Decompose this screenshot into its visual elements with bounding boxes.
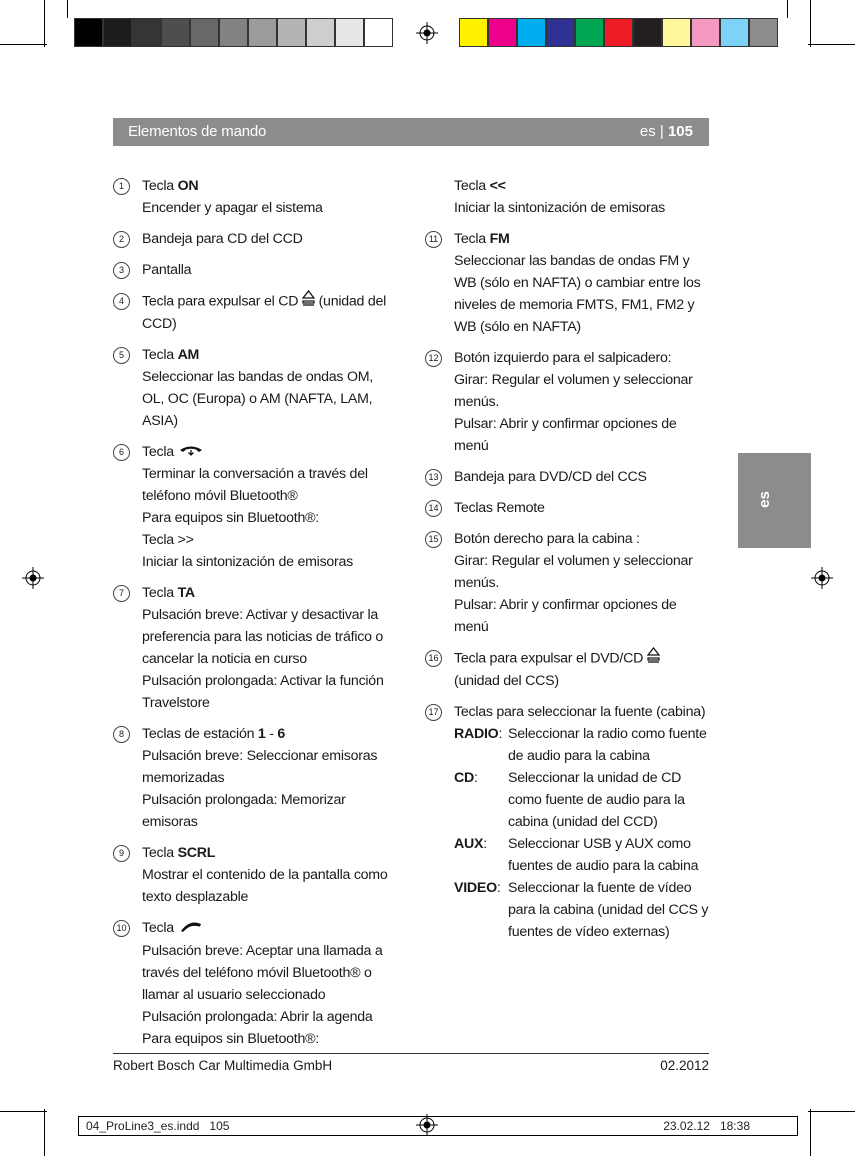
footer-date: 02.2012 — [660, 1058, 709, 1073]
item-number-badge: 16 — [425, 650, 442, 667]
heading-text: Tecla — [142, 585, 178, 602]
source-row — [454, 877, 709, 943]
item-heading — [142, 582, 395, 604]
list-item — [113, 259, 395, 281]
item-description: Encender y apagar el sistema — [142, 200, 323, 216]
gray-swatch — [161, 18, 190, 47]
list-item — [113, 344, 395, 432]
heading-text: Tecla — [142, 845, 178, 862]
heading-text: Tecla — [142, 920, 178, 937]
item-heading — [454, 497, 709, 519]
color-swatch — [488, 18, 517, 47]
key-label: ON — [177, 178, 199, 194]
source-row — [454, 723, 709, 767]
source-key-label: VIDEO — [454, 880, 497, 896]
source-description: Seleccionar la fuente de vídeo para la cabina (unidad del CCS y fuentes de vídeo externas) — [508, 880, 709, 940]
source-description: Seleccionar la radio como fuente de audio para la cabina — [508, 726, 707, 764]
source-key-label: CD — [454, 770, 474, 786]
key-label: AM — [177, 347, 200, 363]
item-description: Pulsar: Abrir y confirmar opciones de menú — [454, 597, 677, 635]
gray-swatch — [219, 18, 248, 47]
list-item — [113, 842, 395, 908]
color-swatch — [720, 18, 749, 47]
crop-mark — [808, 44, 855, 45]
item-description: Pulsación prolongada: Activar la función Travelstore — [142, 673, 384, 712]
crop-mark — [810, 0, 811, 47]
color-swatch — [749, 18, 778, 47]
item-description: Pulsación prolongada: Memorizar emisoras — [142, 792, 346, 831]
page-prefix: es | — [639, 123, 668, 140]
color-swatch — [604, 18, 633, 47]
source-key — [454, 723, 508, 767]
item-heading — [142, 917, 395, 939]
source-description: Seleccionar USB y AUX como fuentes de audio para la cabina — [508, 836, 699, 874]
eject-icon — [302, 290, 315, 313]
item-description: Iniciar la sintonización de emisoras — [454, 200, 666, 216]
heading-text: Bandeja para CD del CCD — [142, 231, 303, 247]
item-number-badge: 17 — [425, 704, 442, 721]
heading-text: Botón derecho para la cabina : — [454, 531, 640, 547]
heading-text: Pantalla — [142, 262, 192, 278]
left-column — [113, 175, 395, 1059]
list-item — [113, 917, 395, 1049]
item-number-badge: 10 — [113, 920, 130, 937]
gray-swatch — [190, 18, 219, 47]
item-heading — [142, 259, 395, 281]
list-item — [113, 290, 395, 335]
list-item — [425, 497, 709, 519]
footer-company: Robert Bosch Car Multimedia GmbH — [113, 1058, 333, 1073]
eject-icon — [647, 647, 660, 670]
key-label: 1 — [257, 726, 266, 743]
key-label: << — [489, 178, 506, 194]
gray-swatch — [74, 18, 103, 47]
color-swatch — [575, 18, 604, 47]
heading-text: Tecla — [142, 444, 178, 460]
print-slug — [78, 1116, 798, 1136]
key-label: TA — [177, 585, 195, 602]
gray-swatch — [103, 18, 132, 47]
item-heading — [454, 528, 709, 550]
heading-text: Tecla — [142, 178, 178, 194]
list-item — [425, 228, 709, 338]
item-number-badge: 6 — [113, 444, 130, 461]
list-item — [113, 441, 395, 573]
source-row — [454, 767, 709, 833]
item-description: Para equipos sin Bluetooth®: — [142, 1030, 319, 1047]
gray-swatch — [132, 18, 161, 47]
heading-text: Tecla — [454, 231, 490, 247]
registration-mark-icon — [811, 567, 833, 589]
list-item — [425, 466, 709, 488]
item-heading — [142, 842, 395, 864]
item-number-badge: 8 — [113, 726, 130, 743]
source-row — [454, 833, 709, 877]
item-heading — [142, 723, 395, 745]
item-heading — [142, 228, 395, 250]
heading-text: - — [265, 726, 278, 743]
item-description: Pulsar: Abrir y confirmar opciones de menú — [454, 416, 677, 454]
item-description: Seleccionar las bandas de ondas OM, OL, OC (Europa) o AM (NAFTA, LAM, ASIA) — [142, 369, 374, 429]
item-number-badge: 3 — [113, 262, 130, 279]
source-key — [454, 833, 508, 877]
list-item — [113, 175, 395, 219]
heading-text: Tecla — [142, 347, 178, 363]
source-key-label: RADIO — [454, 726, 499, 742]
color-swatch — [546, 18, 575, 47]
page-number — [640, 123, 693, 140]
item-number-badge: 2 — [113, 231, 130, 248]
list-item — [113, 582, 395, 714]
color-swatch — [691, 18, 720, 47]
gray-swatch — [306, 18, 335, 47]
slug-timestamp: 23.02.12 18:38 — [663, 1119, 750, 1133]
source-description: Seleccionar la unidad de CD como fuente de audio para la cabina (unidad del CCD) — [508, 770, 685, 830]
gray-swatch — [335, 18, 364, 47]
registration-mark-icon — [416, 22, 438, 44]
item-description: Iniciar la sintonización de emisoras — [142, 554, 354, 571]
page-header — [113, 118, 709, 146]
key-label: FM — [489, 231, 510, 247]
right-column — [425, 175, 709, 952]
source-key-label: AUX — [454, 836, 484, 852]
crop-mark — [44, 1109, 45, 1156]
item-number-badge: 14 — [425, 500, 442, 517]
item-heading — [454, 347, 709, 369]
item-number-badge: 4 — [113, 293, 130, 310]
item-description: Pulsación breve: Seleccionar emisoras memorizadas — [142, 748, 378, 787]
heading-text: Botón izquierdo para el salpicadero: — [454, 350, 672, 366]
heading-text: Teclas Remote — [454, 500, 545, 516]
crop-mark — [67, 0, 68, 18]
item-description: Tecla >> — [142, 532, 194, 549]
item-description: Girar: Regular el volumen y seleccionar menús. — [454, 372, 693, 410]
hangup-icon — [178, 441, 204, 463]
list-item — [425, 528, 709, 638]
item-number-badge: 7 — [113, 585, 130, 602]
heading-text: (unidad del CCD) — [142, 293, 387, 332]
item-description: Seleccionar las bandas de ondas FM y WB (sólo en NAFTA) o cambiar entre los niveles de memoria FMTS, FM1, FM2 y WB (sólo en NAFTA) — [454, 253, 701, 335]
source-separator: : — [483, 836, 487, 852]
list-item — [425, 347, 709, 457]
item-number-badge: 13 — [425, 469, 442, 486]
item-heading — [454, 647, 709, 692]
item-heading — [454, 175, 709, 197]
item-heading — [454, 466, 709, 488]
color-swatch — [459, 18, 488, 47]
list-item — [113, 228, 395, 250]
key-label: 6 — [277, 726, 286, 743]
item-description: Terminar la conversación a través del teléfono móvil Bluetooth® — [142, 466, 368, 505]
color-swatch — [662, 18, 691, 47]
crop-mark — [810, 1109, 811, 1156]
item-heading — [142, 344, 395, 366]
item-description: Para equipos sin Bluetooth®: — [142, 510, 319, 527]
item-number-badge: 11 — [425, 231, 442, 248]
heading-text: Teclas para seleccionar la fuente (cabina) — [454, 704, 706, 720]
source-separator: : — [498, 726, 503, 742]
item-heading — [454, 228, 709, 250]
item-description: Pulsación breve: Activar y desactivar la preferencia para las noticias de tráfico o cancelar la noticia en curso — [142, 607, 384, 668]
registration-mark-icon — [22, 567, 44, 589]
item-number-badge: 1 — [113, 178, 130, 195]
item-heading — [142, 290, 395, 335]
heading-text: Tecla para expulsar el CD — [142, 293, 302, 310]
crop-mark — [0, 44, 47, 45]
footer-divider — [113, 1053, 709, 1054]
heading-text: (unidad del CCS) — [454, 673, 559, 689]
gray-swatch — [277, 18, 306, 47]
item-description: Mostrar el contenido de la pantalla como texto desplazable — [142, 867, 388, 906]
crop-mark — [808, 1111, 855, 1112]
page-number-value: 105 — [667, 123, 693, 140]
item-number-badge: 12 — [425, 350, 442, 367]
crop-mark — [44, 0, 45, 47]
source-separator: : — [496, 880, 501, 896]
item-description: Girar: Regular el volumen y seleccionar menús. — [454, 553, 693, 591]
pickup-icon — [178, 918, 204, 940]
item-number-badge: 5 — [113, 347, 130, 364]
list-item — [113, 723, 395, 833]
list-item-continuation — [425, 175, 709, 219]
source-separator: : — [474, 770, 478, 786]
heading-text: Bandeja para DVD/CD del CCS — [454, 469, 647, 485]
item-heading — [142, 175, 395, 197]
language-tab — [738, 453, 811, 548]
color-swatch — [633, 18, 662, 47]
item-description: Pulsación breve: Aceptar una llamada a través del teléfono móvil Bluetooth® o llamar al usuario seleccionado — [142, 942, 383, 1003]
source-list — [425, 723, 709, 943]
list-item — [425, 701, 709, 943]
item-number-badge: 9 — [113, 845, 130, 862]
item-heading — [454, 701, 709, 723]
source-key — [454, 767, 508, 833]
heading-text: Tecla para expulsar el DVD/CD — [454, 650, 647, 667]
language-tab-label: es — [755, 491, 773, 508]
slug-filename: 04_ProLine3_es.indd 105 — [86, 1119, 230, 1133]
key-label: SCRL — [177, 845, 216, 862]
heading-text: Teclas de estación — [142, 726, 258, 743]
gray-swatch — [364, 18, 393, 47]
item-heading — [142, 441, 395, 463]
heading-text: Tecla — [454, 178, 490, 194]
item-description: Pulsación prolongada: Abrir la agenda — [142, 1008, 373, 1025]
crop-mark — [0, 1111, 47, 1112]
crop-mark — [787, 0, 788, 18]
section-title: Elementos de mando — [128, 123, 267, 140]
color-swatch — [517, 18, 546, 47]
gray-swatch — [248, 18, 277, 47]
item-number-badge: 15 — [425, 531, 442, 548]
source-key — [454, 877, 508, 943]
list-item — [425, 647, 709, 692]
